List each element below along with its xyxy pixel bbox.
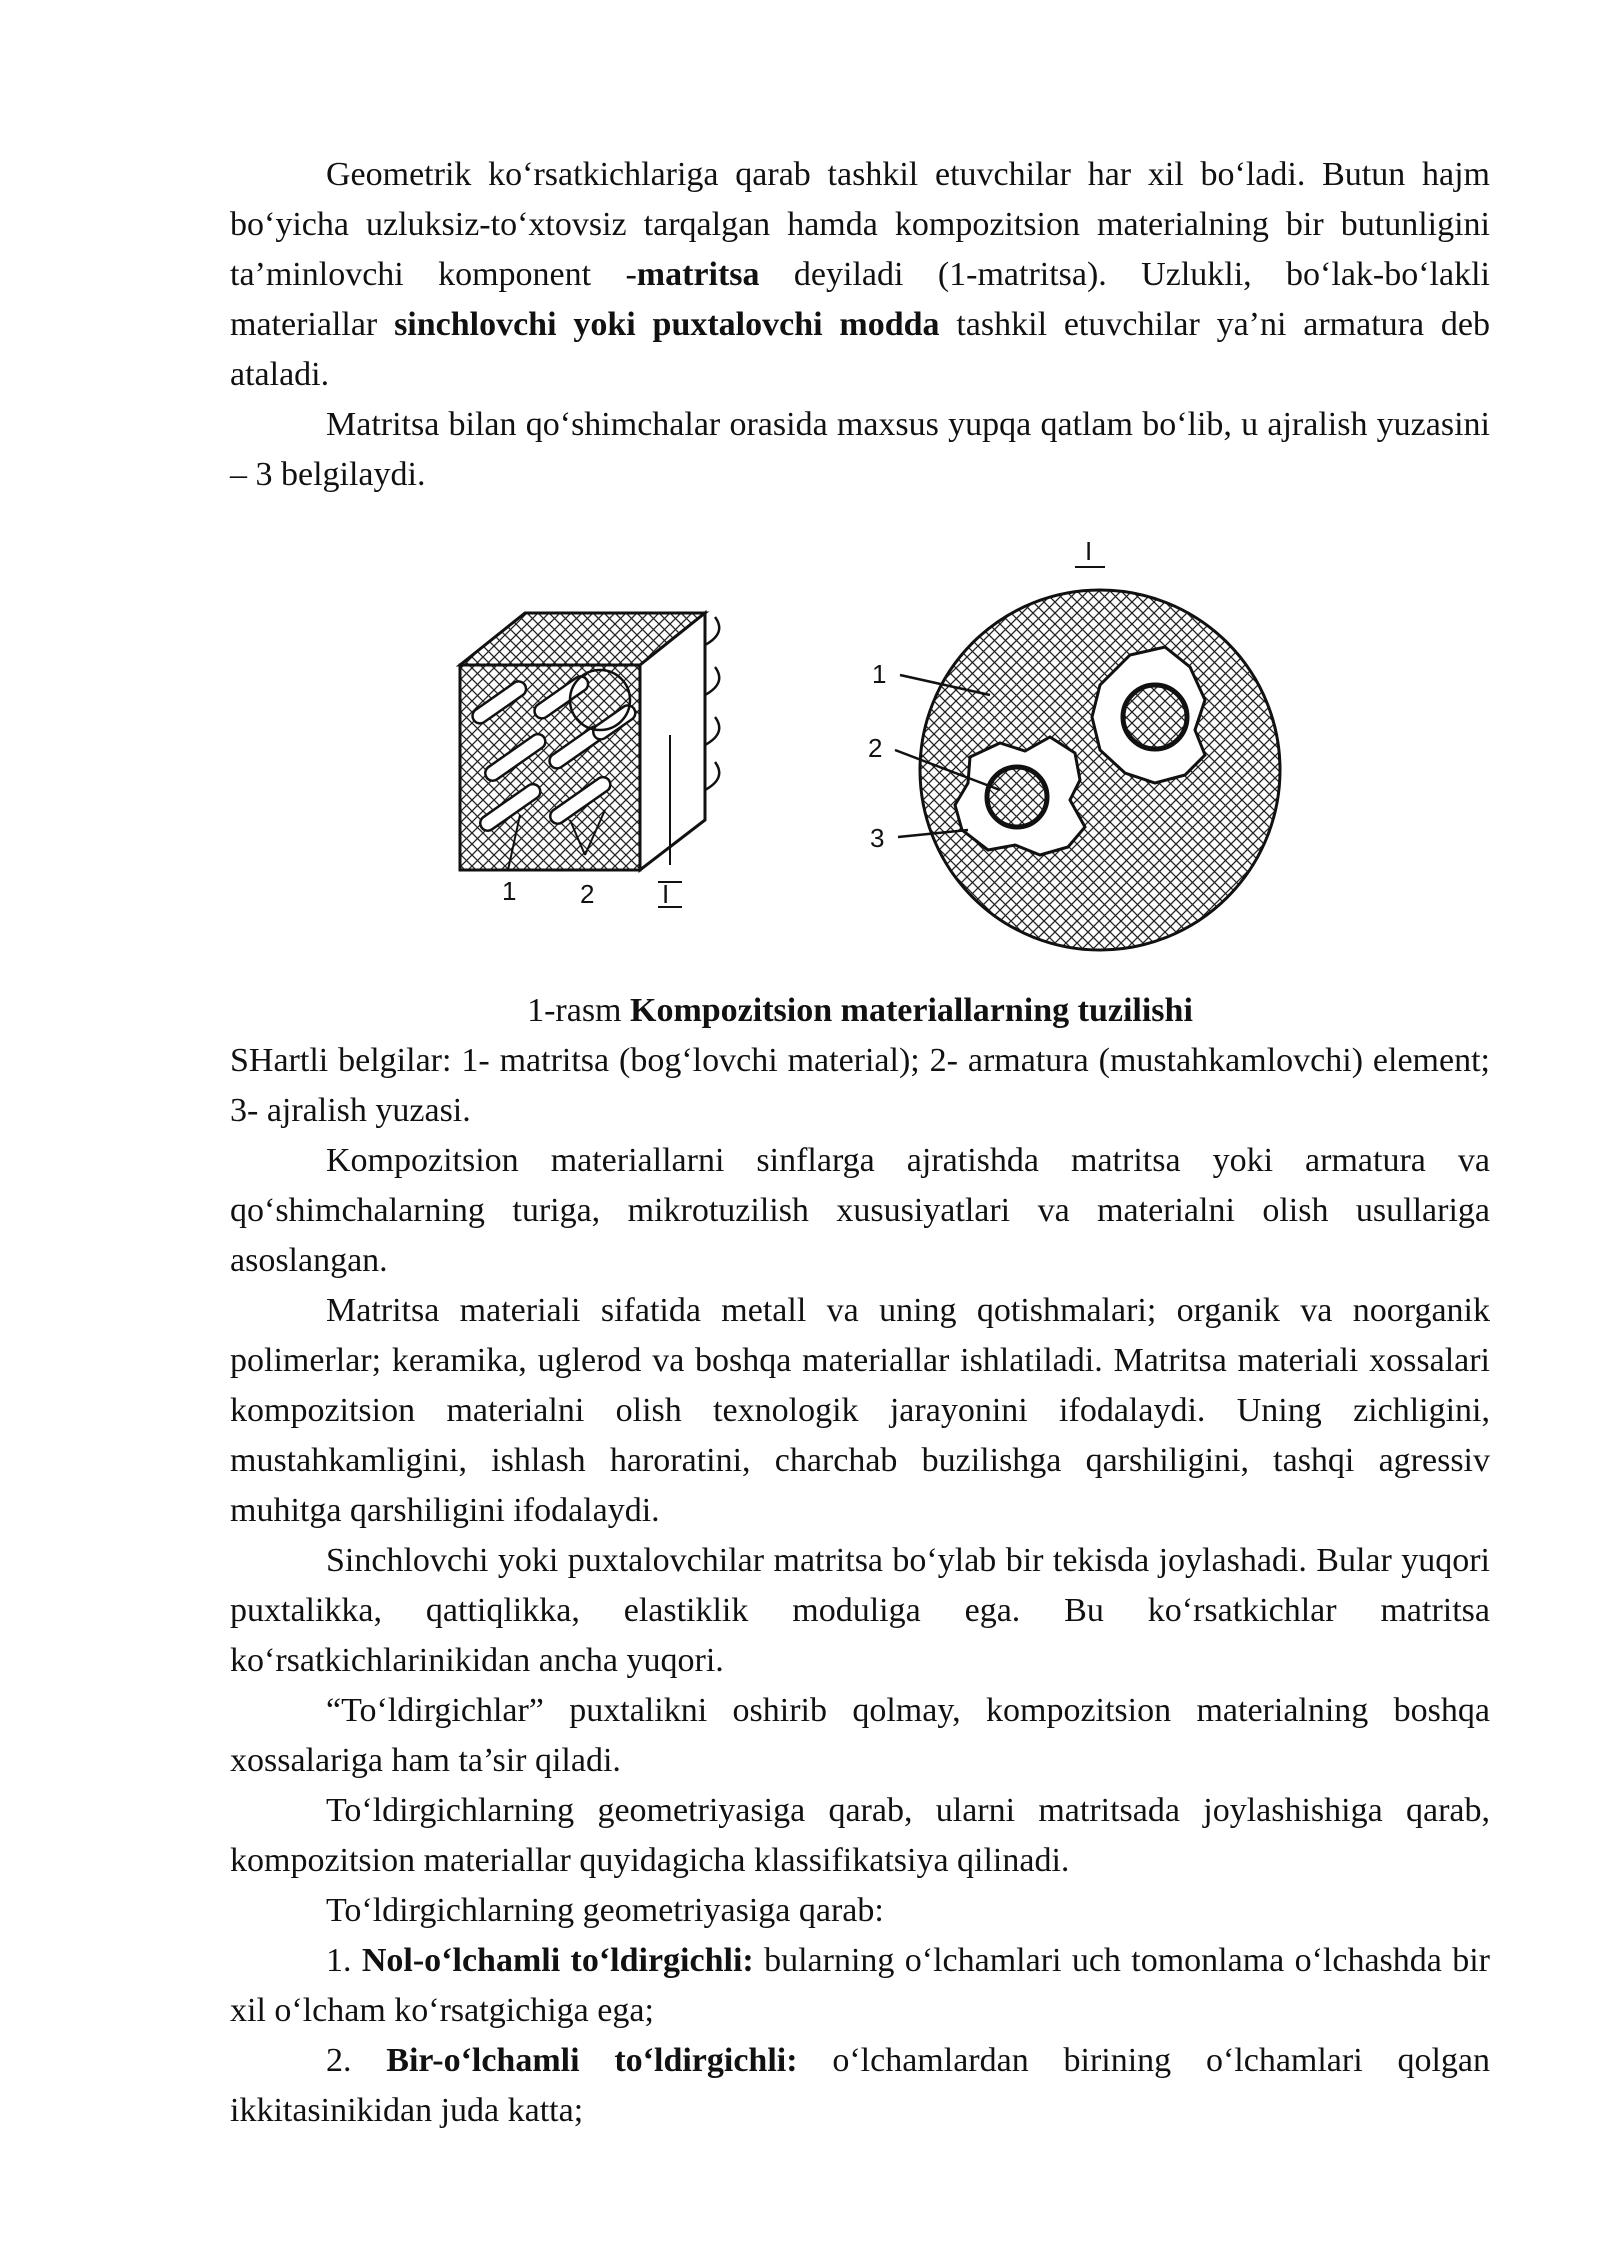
paragraph-4: Matritsa materiali sifatida metall va uning qotishmalari; organik va noorganik polimerlar; keramika, uglerod va boshqa materiallar ishlatiladi. Matritsa materiali xossalari kompozitsion materialni olish texnologik jarayonini ifodalaydi. Uning zichligini, mustahkamligini, ishlash haroratini, charchab buzilishga qarshiligini, tashqi agressiv muhitga qarshiligini ifodalaydi.: [230, 1292, 1490, 1529]
detail-magnified-illustration: [868, 536, 1280, 950]
list-item-2-term: Bir-o‘lchamli to‘ldirgichli:: [386, 2042, 798, 2079]
paragraph-8: To‘ldirgichlarning geometriyasiga qarab:: [326, 1892, 884, 1929]
term-sinchlovchi: sinchlovchi yoki puxtalovchi modda: [394, 306, 940, 343]
detail-label-2: 2: [868, 733, 883, 763]
caption-title: Kompozitsion materiallarning tuzilishi: [630, 992, 1193, 1029]
list-item-1: [230, 1936, 1490, 2036]
reinforcement-particle-2: [1123, 685, 1187, 749]
figure-caption: [230, 986, 1490, 1036]
cube-label-1: 1: [502, 876, 517, 906]
list-item-2-text: o‘lchamlardan birining o‘lchamlari qolgan ikkitasinikidan juda katta;: [230, 2042, 1490, 2129]
composite-structure-diagram: [230, 525, 1490, 980]
list-item-1-term: Nol-o‘lchamli to‘ldirgichli:: [361, 1942, 754, 1979]
paragraph-5: Sinchlovchi yoki puxtalovchilar matritsa bo‘ylab bir tekisda joylashadi. Bular yuqori puxtalikka, qattiqlikka, elastiklik moduliga ega. Bu ko‘rsatkichlar matritsa ko‘rsatkichlarinikidan ancha yuqori.: [230, 1542, 1490, 1679]
paragraph-2: Matritsa bilan qo‘shimchalar orasida maxsus yupqa qatlam bo‘lib, u ajralish yuzasini – 3 belgilaydi.: [230, 406, 1490, 493]
fiber-ends: [705, 617, 719, 790]
list-item-2: [230, 2036, 1490, 2136]
term-matritsa: matritsa: [636, 256, 760, 293]
list-item-2-number: 2.: [326, 2042, 387, 2079]
paragraph-7: To‘ldirgichlarning geometriyasiga qarab, ularni matritsada joylashishiga qarab, kompozitsion materiallar quyidagicha klassifikatsiya qilinadi.: [230, 1792, 1490, 1879]
paragraph-3: Kompozitsion materiallarni sinflarga ajratishda matritsa yoki armatura va qo‘shimchalarning turiga, mikrotuzilish xususiyatlari va materialni olish usullariga asoslangan.: [230, 1142, 1490, 1279]
figure-composite-structure: [230, 525, 1490, 980]
paragraph-6: “To‘ldirgichlar” puxtalikni oshirib qolmay, kompozitsion materialning boshqa xossalariga ham ta’sir qiladi.: [230, 1692, 1490, 1779]
p1-text-c: deyiladi (1-matritsa). Uzlukli, bo‘lak-bo‘lakli materiallar: [230, 256, 1490, 343]
paragraph-1: [230, 150, 1490, 400]
detail-label-1: 1: [872, 659, 887, 689]
caption-prefix: 1-rasm: [527, 992, 630, 1029]
list-item-1-text: bularning o‘lchamlari uch tomonlama o‘lchashda bir xil o‘lcham ko‘rsatgichiga ega;: [230, 1942, 1490, 2029]
cube-illustration: [460, 613, 719, 909]
p1-text-e: tashkil etuvchilar ya’ni armatura deb ataladi.: [230, 306, 1490, 393]
reinforcement-particle-1: [987, 767, 1047, 827]
p1-text-a: Geometrik ko‘rsatkichlariga qarab tashkil etuvchilar har xil bo‘ladi. Butun hajm bo‘yicha uzluksiz-to‘xtovsiz tarqalgan hamda kompozitsion materialning bir butunligini ta’minlovchi komponent -: [230, 156, 1490, 293]
legend-paragraph: SHartli belgilar: 1- matritsa (bog‘lovchi material); 2- armatura (mustahkamlovchi) element; 3- ajralish yuzasi.: [230, 1042, 1490, 1129]
detail-label: I: [1085, 536, 1093, 566]
cube-label-detail: I: [662, 879, 670, 909]
list-item-1-number: 1.: [326, 1942, 362, 1979]
document-page: [230, 150, 1490, 2136]
detail-label-3: 3: [870, 823, 885, 853]
cube-label-2: 2: [580, 879, 595, 909]
